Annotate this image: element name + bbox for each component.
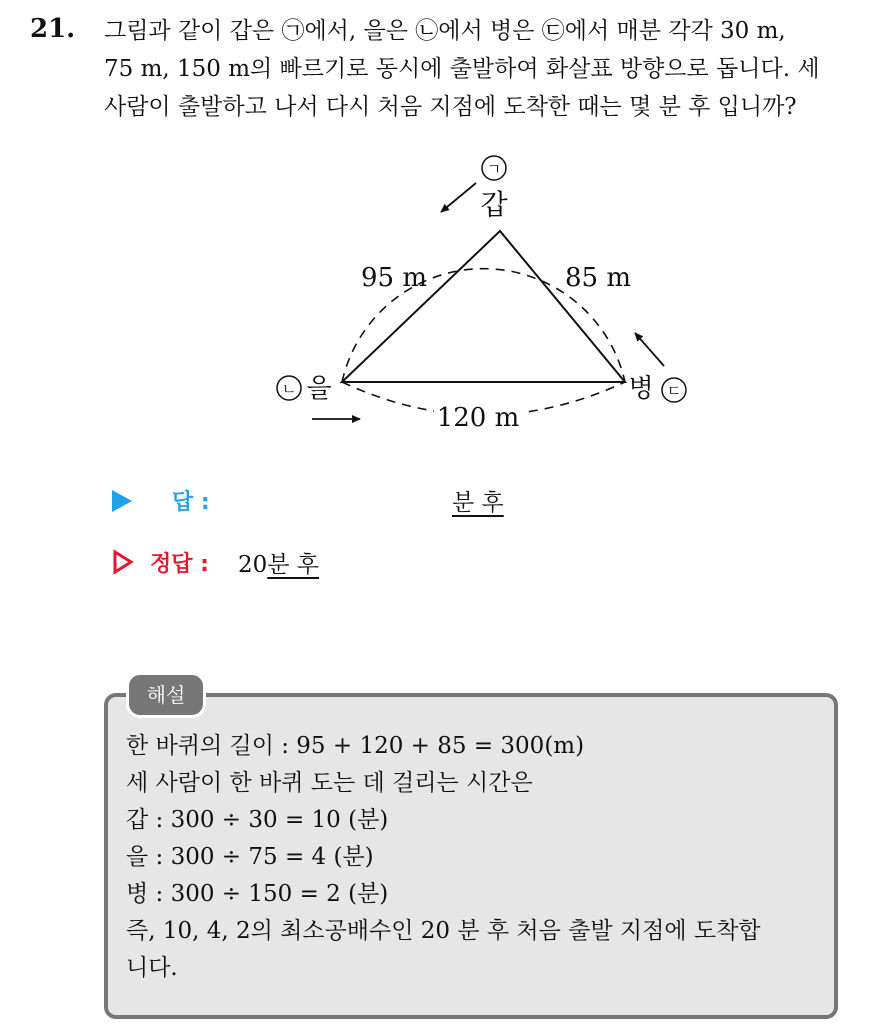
- answer-label: 답 :: [172, 490, 210, 515]
- side-bottom-length: 120 m: [436, 403, 520, 433]
- correct-answer-unit: 분 후: [267, 552, 320, 578]
- side-left-length: 95 m: [360, 263, 428, 293]
- vertex-left-name: 을: [306, 374, 332, 404]
- answer-blank[interactable]: 분 후: [452, 490, 504, 516]
- svg-text:ㄷ: ㄷ: [666, 382, 682, 400]
- correct-answer-number: 20: [238, 552, 268, 578]
- side-right-length: 85 m: [564, 263, 632, 293]
- solution-line: 니다.: [126, 955, 178, 981]
- question-line: 사람이 출발하고 나서 다시 처음 지점에 도착한 때는 몇 분 후 입니까?: [104, 94, 797, 120]
- question-line: 75 m, 150 m의 빠르기로 동시에 출발하여 화살표 방향으로 돕니다. 세: [104, 56, 820, 82]
- solution-text: [126, 728, 826, 987]
- solution-tab: 해설: [126, 672, 206, 718]
- correct-answer-row: [112, 546, 532, 580]
- arrow-icon: [441, 183, 476, 212]
- correct-answer-label: 정답 :: [150, 552, 209, 577]
- solution-line: 갑 : 300 ÷ 30 = 10 (분): [126, 807, 389, 833]
- vertex-left-mark: [277, 376, 301, 400]
- svg-text:ㄴ: ㄴ: [281, 380, 297, 398]
- svg-text:ㄱ: ㄱ: [486, 160, 502, 178]
- triangle: [342, 231, 625, 382]
- solution-line: 세 사람이 한 바퀴 도는 데 걸리는 시간은: [126, 770, 533, 796]
- solution-line: 을 : 300 ÷ 75 = 4 (분): [126, 844, 374, 870]
- triangle-track-figure: [0, 0, 884, 480]
- vertex-right-mark: [662, 378, 686, 402]
- play-triangle-icon: [112, 490, 132, 512]
- outline-triangle-icon: [112, 549, 134, 575]
- vertex-right-name: 병: [628, 374, 654, 404]
- solution-line: 즉, 10, 4, 2의 최소공배수인 20 분 후 처음 출발 지점에 도착합: [126, 918, 761, 944]
- solution-line: 한 바퀴의 길이 : 95 + 120 + 85 = 300(m): [126, 733, 585, 759]
- answer-row: [112, 484, 532, 518]
- question-number: 21.: [30, 14, 76, 44]
- solution-line: 병 : 300 ÷ 150 = 2 (분): [126, 881, 389, 907]
- vertex-top-name: 갑: [480, 188, 508, 221]
- arrow-icon: [635, 333, 664, 366]
- vertex-top-mark: [482, 156, 506, 180]
- question-line: 그림과 같이 갑은 ㉠에서, 을은 ㉡에서 병은 ㉢에서 매분 각각 30 m,: [104, 18, 786, 44]
- correct-answer-value: [238, 546, 319, 579]
